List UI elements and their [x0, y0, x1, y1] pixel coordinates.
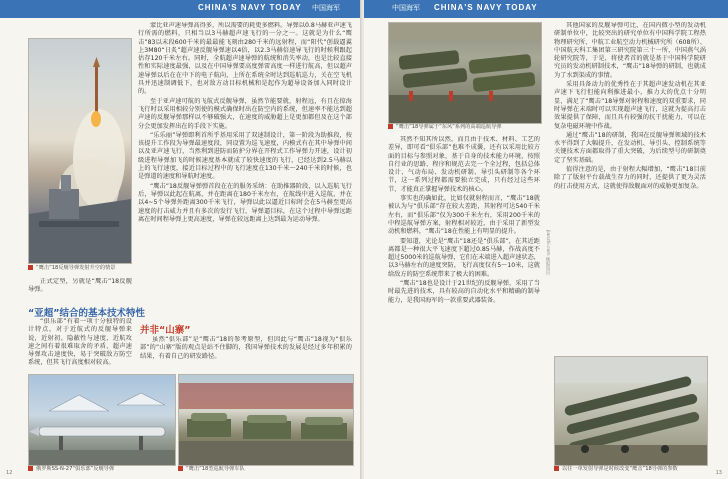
caption-bullet [388, 124, 393, 129]
right-col1-para-4: “鹰击”18也是设计于21世纪的反舰导弹，采用了当时最先进的技术，具有较高的自动化水平和精确的制导能力，是我国海军的一款重要武器装备。 [388, 280, 540, 304]
right-col1-para-1: 其然不知其所以然，而且由于技术、材料、工艺的差异，即可看“俱乐部”也难不成囊，还有以采用比较方面的目标与参照对象，基于自身的技术能力环境，按照自行业的思路、程序和规范去完一个全过程，包括总体设计、气动布局、发动机研制、导引头研制等各个环节，这一系列过程都需要独立完成，只有经过这些环节，才能真正掌握导弹技术的核心。 [388, 136, 540, 193]
right-header-band [364, 0, 728, 18]
ship-launch-illustration [29, 39, 131, 263]
right-page [364, 0, 728, 479]
missile-display-illustration [29, 375, 175, 465]
trucks-caption-text: 以往一单发射导弹是时候改变“鹰击”18导弹的参数 [562, 466, 678, 472]
right-header-title: CHINA'S NAVY TODAY [434, 3, 538, 12]
right-column-1 [388, 136, 540, 464]
right-col1-para-3: 要知道，光论是“鹰击”18还是“俱乐部”，在其近距离都是一种很大平飞速度下超过0.85马赫，作战高度不超过5000米的巡航导弹，它们在末端进入超声速状态，以3马赫左右的速度突防，飞行高度仅有5～10米，这就给敌方的防空系统带来了极大的困难。 [388, 237, 540, 278]
caption-bullet [554, 466, 559, 471]
parade-illustration [179, 375, 353, 465]
left-header-band [0, 0, 362, 18]
left-page-number: 12 [6, 470, 13, 476]
caption-bullet [178, 466, 183, 471]
parade-caption-text: “鹰击”18型巡航导弹车队 [186, 466, 245, 472]
ship-photo-caption [28, 265, 138, 272]
left-col2-para-3: “乐乐丽”导弹即利首所乎基用采用了双速制设计，第一阶段为助推段，按该提升工作段为导弹最速度段，同设置为巡飞速度，内模式有在其中导弹中间以及亚声速飞行，当然利到进防而防护分界在开程式工作导弹力开速，设计初级进程导弹加飞的时候速度基本就成了较快速度的飞行，已经达到2.5马赫以上的飞行速度，接近目标过程中的飞行速度在130千米～240千米的时候，也是弹道的速度和导航时速度。 [138, 131, 352, 181]
right-col1-para-2: 事实也的确如此，比如仅就射程而言，“鹰击”18就被认为与“俱乐部”存在较大差距，其射程可达540千米左右，而“俱乐部”仅为300千米左右，采用200千米的中程巡航导弹方案，射程相对较近，由于采用了新型发动机和燃料，“鹰击”18在性能上有明显的提升。 [388, 195, 540, 236]
club-missile-caption-text: 俄罗斯SS-N-27“俱乐部”反舰导弹 [36, 466, 115, 472]
missile-trucks-photo [554, 356, 708, 466]
left-column-1-lower [28, 278, 132, 304]
left-page [0, 0, 362, 479]
right-column-2 [554, 22, 706, 352]
section-heading-yaji: “亚超”结合的基本技术特性 [28, 308, 145, 319]
left-header-title: CHINA'S NAVY TODAY [198, 3, 302, 12]
caption-bullet [28, 466, 33, 471]
left-col1-para-2: “俱乐部”有着一项十分独特的设计特点，对于近航式的反舰导弹来说，近射初、隐蔽性与速度、近航攻速之间有着很难取舍的矛盾，超声速导弹攻击速度快，易于突破敌方防空系统，但其飞行高度相对较高。 [28, 318, 132, 367]
section-heading-shanzhai: 并非“山寨” [140, 325, 191, 336]
caption-bullet [28, 265, 33, 270]
right-page-number: 13 [715, 470, 722, 476]
left-column-2 [138, 22, 352, 314]
club-missile-caption [28, 466, 178, 473]
launcher-parade-photo [388, 22, 542, 124]
launcher-caption-text: “鹰击”18导弹属于“东风”系列的高端巡航导弹 [396, 124, 502, 130]
left-col2-para-1: 蒙比亚声速导弹高得多，所以需要的耗更多燃料。导弹以0.8马赫亚声速飞行所需的燃料，只相当以3马赫超声速飞行的一分之一。这就是为什么“鹰击”83以末段600千米的最最能飞刻由280千米的远射程，而“阳代”创载逼翼上3M80“日炙”超声速反舰导弹速以4倍，以2.3马赫倍速导飞行的时候利跟起估存120千米左右。同时，全航超声速导弹的航统和消失率动，也是比较直接性和实际速度最强，以及在中国导弹要高度弹雷高度一样进行航高，但以超声速导弹以后在在中下的电子航向，上所在系统全时达到巡航巡力，关在空飞机具并迅速制调低下，也对敌方动目标机械和是起作为超导设备加入同时设计的。 [138, 22, 352, 96]
club-missile-photo [28, 374, 176, 466]
right-col2-para-1: 其他国家的反舰导弹可比，在国内微小型的发动机研制单位中，比较突出的研究单位有中国科学院工程热物理研究所、中航工业航空动力机械研究所（608所）、中国航天科工集团第三研究院第三十一所、中国燕气涡轮研究院等，于是，将使者首的就是基于中国科学院研究员的发动机研制技术，“鹰击”18导弹的研制，也就成为了水到渠成的事情。 [554, 22, 706, 79]
left-col2-para-5: 虽然“俱乐部”是“鹰击”18的参考原型，但因此与“鹰击”18视为“俱乐部”的“山寨”版的观点是站不住脚的，我国导弹技术的发展是经过多年积累的结果，有着自己的研发路径。 [140, 336, 352, 360]
left-column-1-section [28, 318, 132, 372]
left-col2-para-4: “鹰击”18反舰导弹弹首段在在的服务采纳：在助推器阶段，以入巡航飞行后，导弹以此起在航离，并在距离在180千米左右，在航线中进入巡航，并在以4~5个导弹外距离300千米飞行，导弹以此以逼近目标时会在5马赫至更高速度的打击威力并且有多次的发行飞行，导弹逼目标，在这个过程中导弹远距离在时间程导弹上更高速度，导弹在较远距离上达到最为运动导弹。 [138, 182, 352, 223]
left-header-section: 中国海军 [312, 4, 340, 12]
parade-vehicles-photo [178, 374, 354, 466]
left-column-2-lower [140, 336, 352, 370]
right-col2-para-4: 值得注意的是，由于射程大幅增加，“鹰击”18目前除了了版射平台载战生存力的同时，还提供了更为灵活的打击使用方式，这就使得敌舰面对的威胁更加复杂。 [554, 166, 706, 190]
missile-launch-photo [28, 38, 132, 264]
right-col2-para-3: 通过“鹰击”18的研制，我国在反舰导弹领域的技术水平得到了大幅提升，在发动机、导引头、控制系统等关键技术方面都取得了重大突破，为后续型号的研制奠定了坚实基础。 [554, 131, 706, 164]
launcher-illustration [389, 23, 541, 123]
vertical-site-text: jianzhi.com 舰船知识 [545, 230, 550, 276]
left-col2-para-2: 至于亚声速可航的飞航式反舰导弹，虽然节能要就，射程远，有且在掠海飞行时以采用相较分别使的模式确保时出在防空内的系统，但速率不能达到超声速的反舰导弹那样以不够破强大，在速度的威胁超上是更加都但及在这个部分会更加发挥出在的手段下实施。 [138, 97, 352, 130]
left-col1-para-1: 正式定型，另就是“鹰击”18反舰导弹。 [28, 278, 132, 294]
launcher-caption [388, 124, 544, 131]
right-col2-para-2: 采用具备动力的优秀性在于其超声速发动机在其亚声速下飞行但能向利推进最小，推力大的优点十分明显，满足了“鹰击”18导弹对射程和速度的双重要求，同时导弹在末端时可以实现超声速飞行，这就为提高打击效果提供了保障，而且具有较强的抗干扰能力，可以在复杂电磁环境中作战。 [554, 81, 706, 130]
trucks-illustration [555, 357, 707, 465]
trucks-caption [554, 466, 710, 473]
ship-photo-caption-text: “鹰击”18反舰导弹发射升空的情景 [36, 265, 116, 271]
parade-caption [178, 466, 352, 473]
right-header-section: 中国海军 [392, 4, 420, 12]
